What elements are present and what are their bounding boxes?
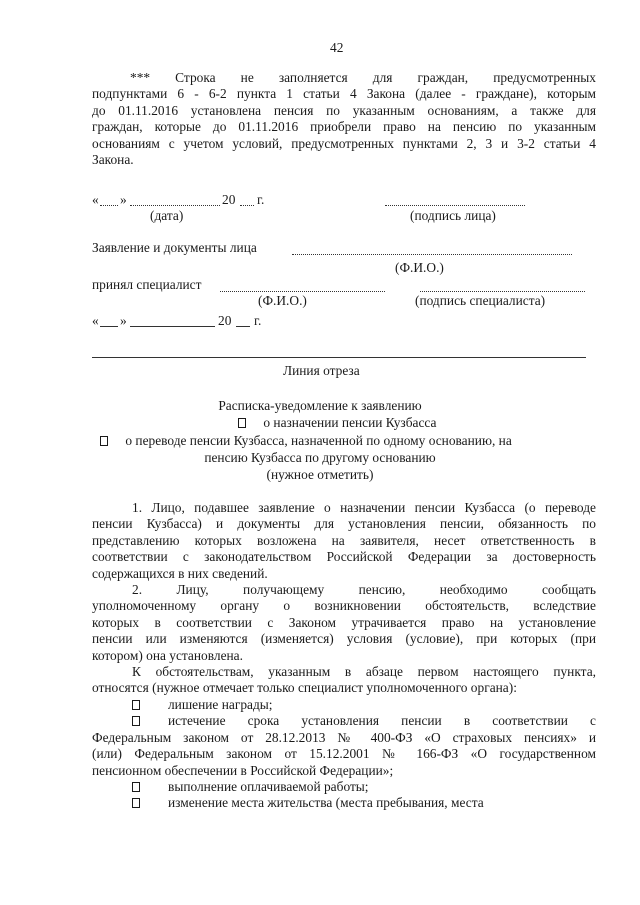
- cut-line-rule: [92, 357, 586, 358]
- text-line: 2. Лицу, получающему пенсию, необходимо сообщать: [132, 582, 596, 598]
- fio-label: (Ф.И.О.): [258, 293, 307, 308]
- person-name-field[interactable]: [292, 254, 572, 255]
- text-line: относятся (нужное отмечает только специалист уполномоченного органа):: [92, 680, 517, 696]
- footnote-line: основаниям с учетом условий, предусмотренных пунктами 2, 3 и 3-2 статьи 4: [92, 135, 596, 151]
- checkbox[interactable]: [132, 700, 140, 710]
- quote-open: «: [92, 313, 99, 328]
- day-field[interactable]: [100, 326, 118, 327]
- documents-label: Заявление и документы лица: [92, 240, 257, 255]
- text-line: (или) Федеральным законом от 15.12.2001 № 166-ФЗ «О государственном: [92, 746, 596, 762]
- checklist-item: [92, 795, 596, 811]
- footnote-line: до 01.11.2016 установлена пенсия по указанным основаниям, а также для: [92, 102, 596, 118]
- receipt-note: (нужное отметить): [266, 467, 374, 482]
- text-line: уполномоченному органу о возникновении обстоятельств, вследствие: [92, 598, 596, 614]
- year-field[interactable]: [240, 205, 254, 206]
- footnote-line: подпунктами 6 - 6-2 пункта 1 статьи 4 Закона (далее - граждане), которым: [92, 86, 596, 102]
- receipt-option-1-label: о назначении пенсии Кузбасса: [263, 415, 437, 430]
- text-line: пенсии Кузбасса) и документы для установления пенсии, обязанность по: [92, 516, 596, 532]
- signature-field[interactable]: [385, 205, 525, 206]
- receipt-option-2: [100, 433, 512, 449]
- footnote-line: граждан, которые до 01.11.2016 приобрели право на пенсию по указанным: [92, 119, 596, 135]
- checklist-label: изменение места жительства (места пребывания, места: [168, 795, 484, 811]
- checklist-label: истечение срока установления пенсии в соответствии с: [168, 713, 596, 729]
- checkbox[interactable]: [132, 782, 140, 792]
- checkbox[interactable]: [132, 716, 140, 726]
- checklist-item: [92, 713, 596, 729]
- accepted-label: принял специалист: [92, 277, 202, 292]
- text-line: представлению которых возложена на заявителя, несет ответственность в: [92, 532, 596, 548]
- checklist-item: [92, 697, 596, 713]
- text-line: содержащихся в них сведений.: [92, 565, 268, 581]
- quote-close: »: [120, 313, 127, 328]
- receipt-option-2-label: о переводе пенсии Кузбасса, назначенной по одному основанию, на: [125, 433, 512, 448]
- specialist-name-field[interactable]: [220, 291, 385, 292]
- signature-label: (подпись лица): [410, 208, 496, 223]
- body-text: [92, 500, 596, 812]
- footnote-paragraph: [92, 70, 596, 168]
- specialist-signature-field[interactable]: [420, 291, 585, 292]
- page-number: 42: [330, 40, 344, 55]
- day-field[interactable]: [100, 205, 118, 206]
- footnote-line: *** Строка не заполняется для граждан, предусмотренных: [130, 70, 596, 85]
- year-suffix: г.: [257, 192, 265, 207]
- text-line: Федеральным законом от 28.12.2013 № 400-ФЗ «О страховых пенсиях» и: [92, 729, 596, 745]
- checklist-label: выполнение оплачиваемой работы;: [168, 778, 369, 794]
- month-field[interactable]: [130, 205, 220, 206]
- quote-open: «: [92, 192, 99, 207]
- footnote-line: Закона.: [92, 152, 134, 168]
- text-line: пенсии или изменяются (изменяется) условия (условие), при которых (при: [92, 631, 596, 647]
- checkbox[interactable]: [238, 418, 246, 428]
- text-line: котором) она установлена.: [92, 647, 243, 663]
- year-suffix: г.: [254, 313, 262, 328]
- fio-label: (Ф.И.О.): [395, 260, 444, 275]
- year-field[interactable]: [236, 326, 250, 327]
- receipt-option-1: [238, 415, 436, 431]
- receipt-title: Расписка-уведомление к заявлению: [218, 398, 422, 413]
- receipt-option-2-cont: пенсию Кузбасса по другому основанию: [204, 450, 436, 465]
- year-prefix: 20: [218, 313, 232, 328]
- cut-line-label: Линия отреза: [283, 363, 360, 378]
- checkbox[interactable]: [100, 436, 108, 446]
- year-prefix: 20: [222, 192, 236, 207]
- text-line: пенсионном обеспечении в Российской Федерации»;: [92, 762, 394, 778]
- checklist-label: лишение награды;: [168, 696, 273, 712]
- text-line: 1. Лицо, подавшее заявление о назначении пенсии Кузбасса (о переводе: [132, 500, 596, 515]
- text-line: К обстоятельствам, указанным в абзаце первом настоящего пункта,: [132, 664, 596, 680]
- specialist-signature-label: (подпись специалиста): [415, 293, 546, 308]
- text-line: которых в соответствии с Законом утрачивается право на установление: [92, 614, 596, 630]
- text-line: соответствии с законодательством Российской Федерации за достоверность: [92, 549, 596, 565]
- month-field[interactable]: [130, 326, 215, 327]
- date-label: (дата): [150, 208, 184, 223]
- checkbox[interactable]: [132, 798, 140, 808]
- quote-close: »: [120, 192, 127, 207]
- checklist-item: [92, 779, 596, 795]
